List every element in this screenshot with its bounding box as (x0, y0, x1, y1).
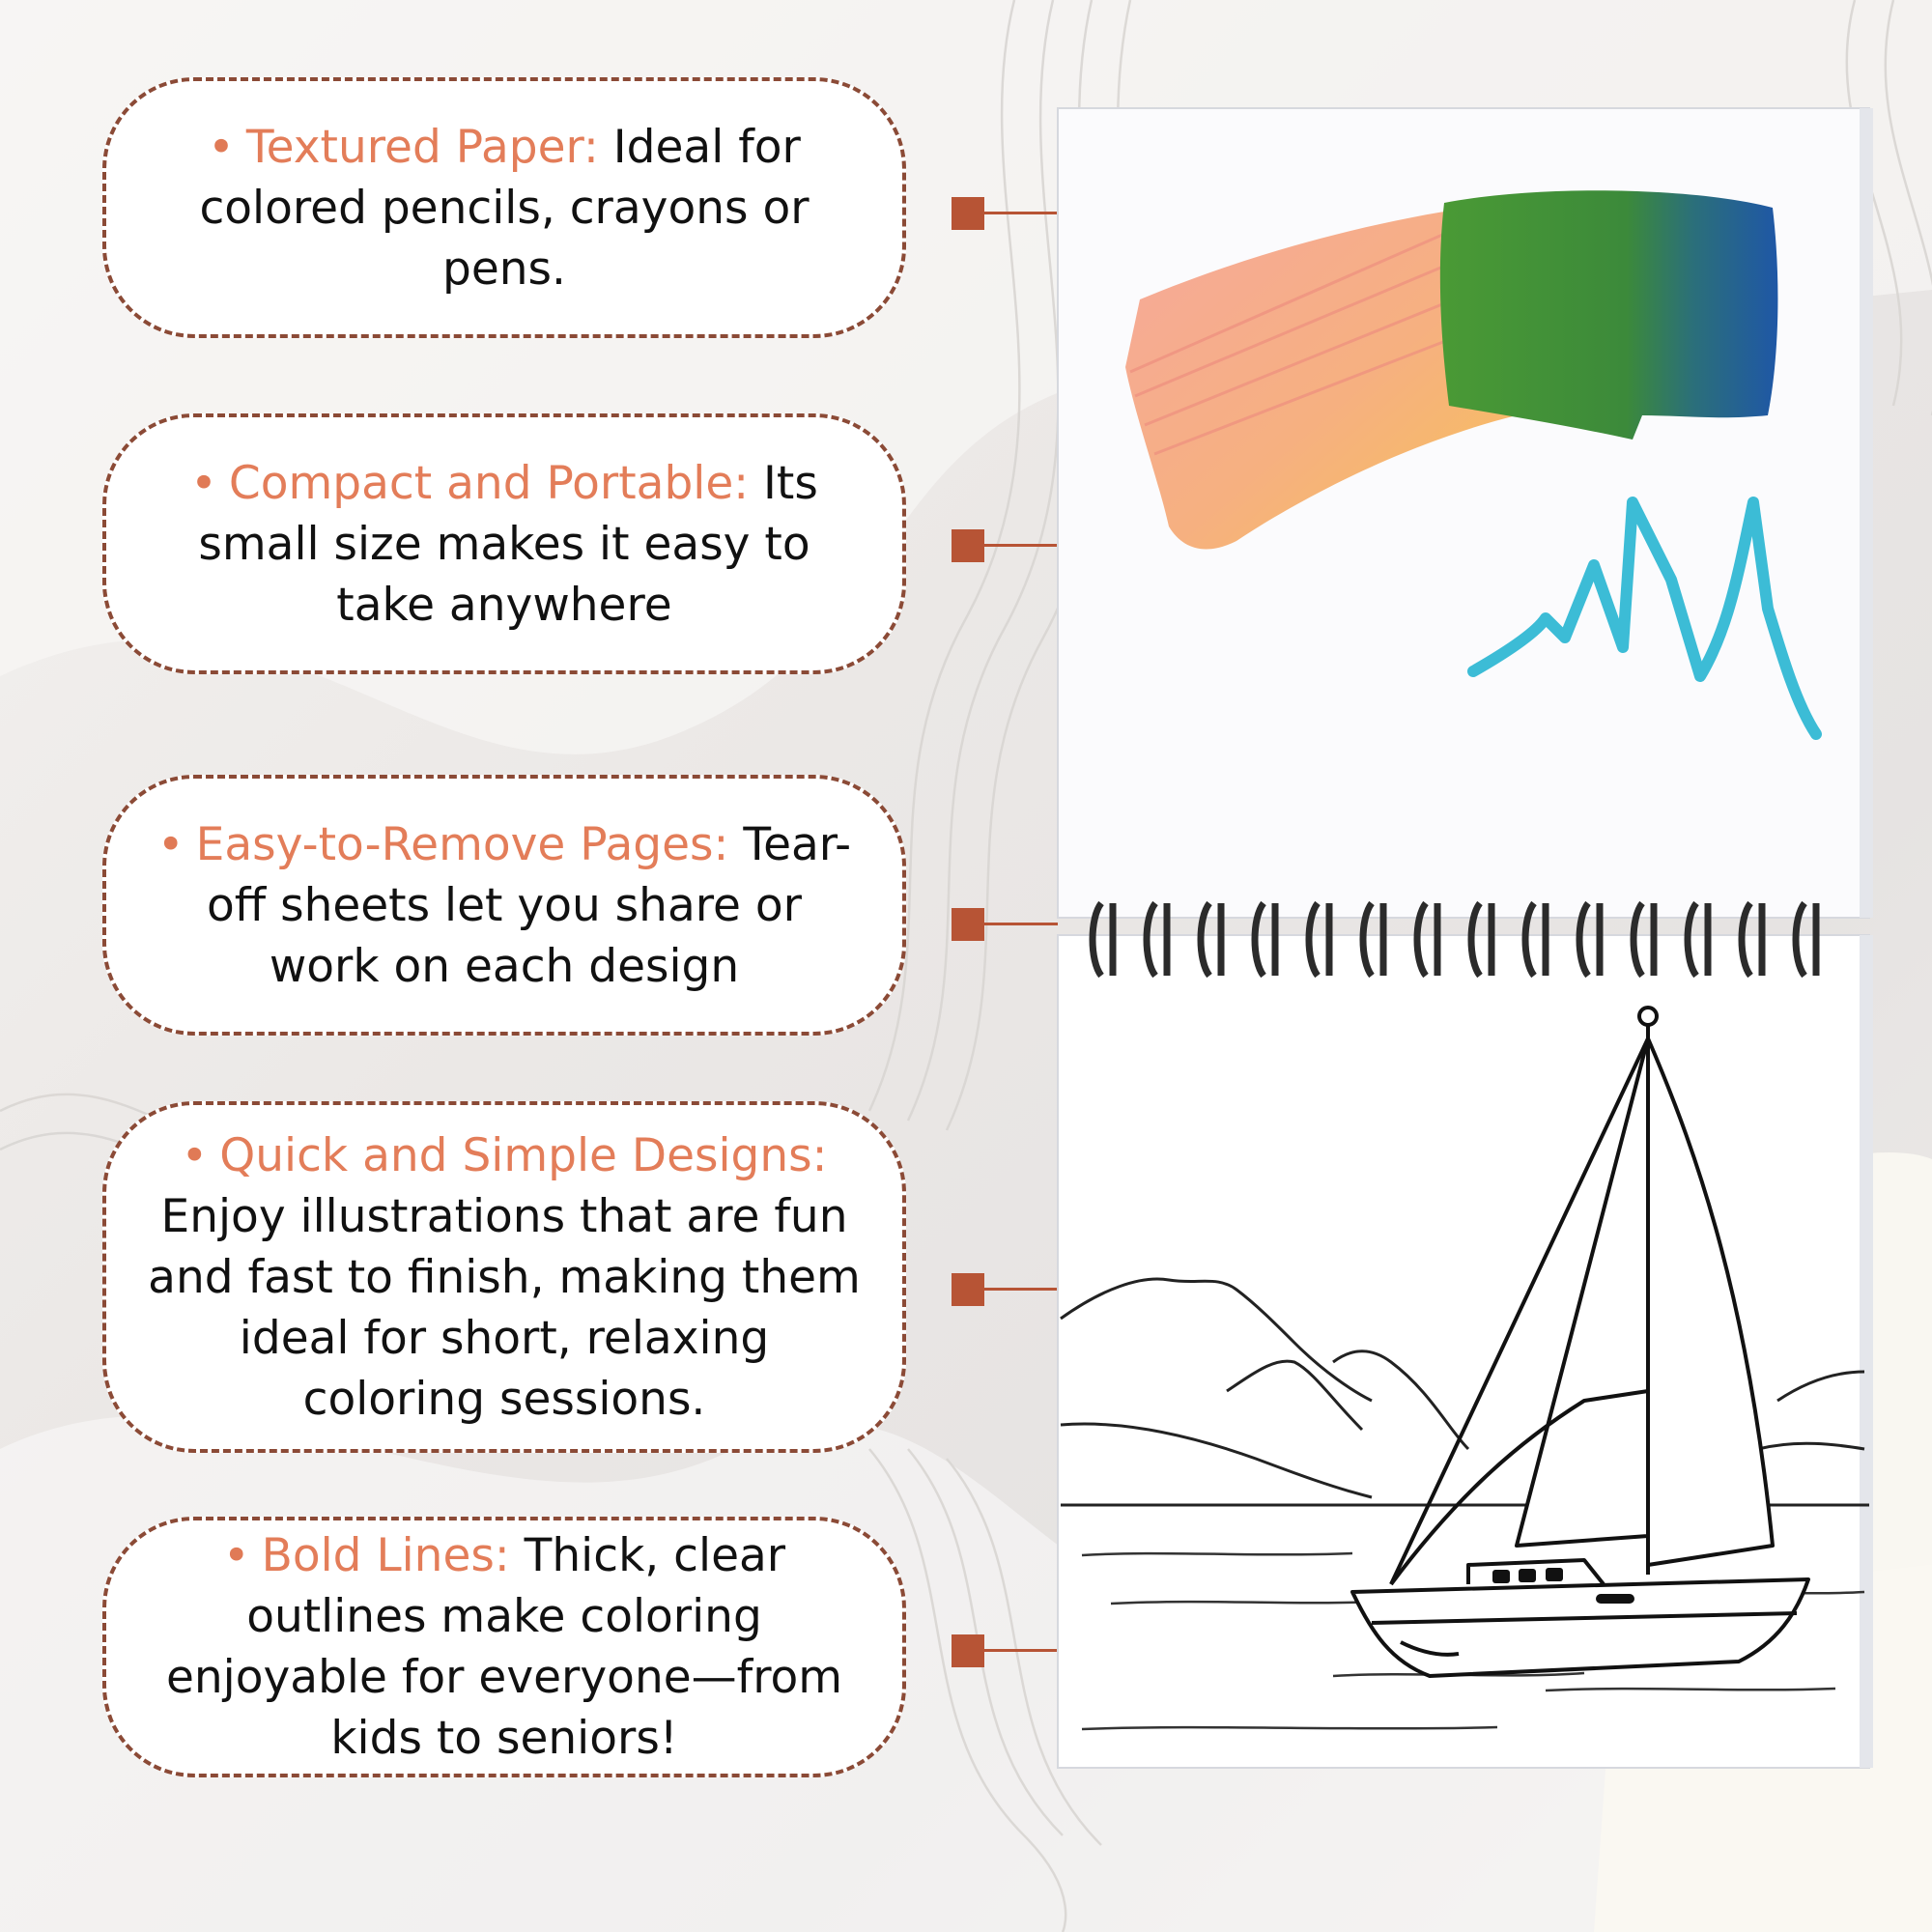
top-page (1058, 108, 1873, 918)
feature-description: Its small size makes it easy to take anywhere (198, 456, 818, 632)
bullet-icon: • (190, 456, 217, 510)
feature-heading: Textured Paper: (245, 120, 599, 174)
bullet-icon: • (222, 1529, 250, 1582)
feature-heading: Easy-to-Remove Pages: (195, 817, 729, 871)
bullet-icon: • (208, 120, 235, 174)
marker-swatch (1440, 190, 1778, 440)
bottom-page (1058, 935, 1873, 1768)
feature-heading: Bold Lines: (261, 1529, 510, 1582)
bullet-icon: • (181, 1128, 209, 1182)
bullet-icon: • (156, 817, 185, 871)
feature-description: Enjoy illustrations that are fun and fast to finish, making them ideal for short, relaxing coloring sessions. (148, 1189, 861, 1426)
feature-heading: Quick and Simple Designs: (219, 1128, 828, 1182)
feature-description: Tear-off sheets let you share or work on each design (207, 817, 852, 993)
feature-description: Thick, clear outlines make coloring enjoyable for everyone—from kids to seniors! (165, 1529, 843, 1765)
feature-description: Ideal for colored pencils, crayons or pens. (199, 120, 810, 296)
feature-heading: Compact and Portable: (228, 456, 750, 510)
